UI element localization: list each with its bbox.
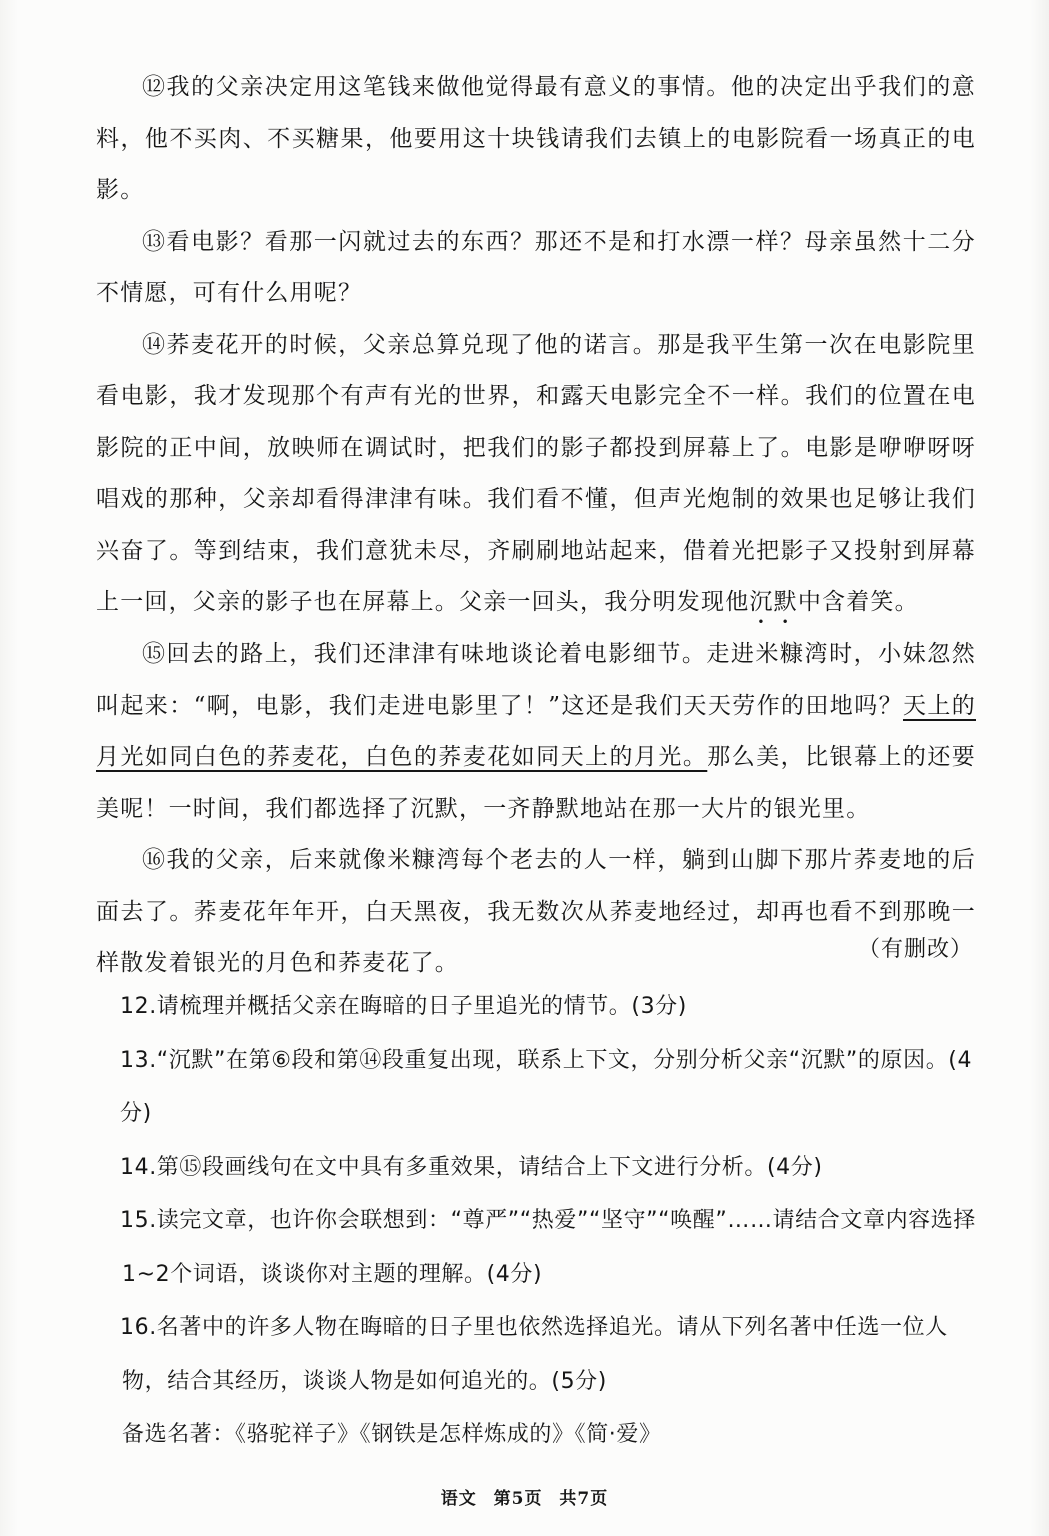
question-13 — [120, 1034, 980, 1141]
paragraph-12: ⑫我的父亲决定用这笔钱来做他觉得最有意义的事情。他的决定出乎我们的意料，他不买肉、不买糖果，他要用这十块钱请我们去镇上的电影院看一场真正的电影。 — [96, 74, 976, 203]
question-15 — [120, 1194, 980, 1301]
paragraph-14 — [96, 320, 976, 630]
footer-total-pages: 共7页 — [559, 1489, 609, 1509]
question-list — [120, 980, 980, 1462]
paragraph-14-ending: 中含着笑。 — [797, 589, 919, 615]
question-text-continued: 物，结合其经历，谈谈人物是如何追光的。(5分) — [122, 1368, 607, 1394]
question-number: 12. — [120, 994, 157, 1019]
paragraph-15-text: ⑮回去的路上，我们还津津有味地谈论着电影细节。走进米糠湾时，小妹忽然叫起来：“啊，电影，我们走进电影里了！”这还是我们天天劳作的田地吗？ — [96, 641, 976, 719]
question-number: 13. — [120, 1047, 157, 1073]
question-text: 请梳理并概括父亲在晦暗的日子里追光的情节。(3分) — [156, 994, 687, 1019]
question-text-continued: 1~2个词语，谈谈你对主题的理解。(4分) — [122, 1261, 543, 1287]
paragraph-15-ending: 那么美，比银幕上的还要美呢！一时间，我们都选择了沉默，一齐静默地站在那一大片的银光里。 — [96, 744, 977, 822]
question-text: “沉默”在第⑥段和第⑭段重复出现，联系上下文，分别分析父亲“沉默”的原因。(4分) — [120, 1047, 973, 1126]
question-text: 名著中的许多人物在晦暗的日子里也依然选择追光。请从下列名著中任选一位人 — [156, 1315, 948, 1340]
question-12 — [120, 980, 980, 1034]
paragraph-14-text: ⑭荞麦花开的时候，父亲总算兑现了他的诺言。那是我平生第一次在电影院里看电影，我才发现那个有声有光的世界，和露天电影完全不一样。我们的位置在电影院的正中间，放映师在调试时，把我们的影子都投到屏幕上了。电影是咿咿呀呀唱戏的那种，父亲却看得津津有味。我们看不懂，但声光炮制的效果也足够让我们兴奋了。等到结束，我们意犹未尽，齐刷刷地站起来，借着光把影子又投射到屏幕上一回，父亲的影子也在屏幕上。父亲一回头，我分明发现他 — [96, 331, 976, 615]
book-options: 备选名著：《骆驼祥子》《钢铁是怎样炼成的》《简·爱》 — [122, 1422, 662, 1447]
question-number: 16. — [120, 1315, 157, 1340]
page-footer — [0, 1484, 1049, 1509]
question-16 — [120, 1301, 980, 1408]
paragraph-16: ⑯我的父亲，后来就像米糠湾每个老去的人一样，躺到山脚下那片荞麦地的后面去了。荞麦花年年开，白天黑夜，我无数次从荞麦地经过，却再也看不到那晚一样散发着银光的月色和荞麦花了。 — [96, 847, 976, 976]
source-note: （有删改） — [857, 937, 973, 962]
underlined-sentence: 天上的月光如同白色的荞麦花，白色的荞麦花如同天上的月光。 — [96, 692, 976, 770]
question-14 — [120, 1141, 980, 1195]
footer-page-number: 第5页 — [493, 1489, 543, 1509]
reading-passage — [96, 62, 976, 990]
question-text: 读完文章，也许你会联想到：“尊严”“热爱”“坚守”“唤醒”……请结合文章内容选择 — [156, 1208, 976, 1233]
footer-subject: 语文 — [440, 1489, 477, 1509]
paragraph-13: ⑬看电影？看那一闪就过去的东西？那还不是和打水漂一样？母亲虽然十二分不情愿，可有什么用呢？ — [96, 228, 976, 306]
emphasized-word-silence: 沉默 — [749, 589, 798, 615]
paragraph-15 — [96, 629, 976, 835]
question-number: 14. — [120, 1154, 157, 1180]
question-number: 15. — [120, 1208, 157, 1233]
question-text: 第⑮段画线句在文中具有多重效果，请结合上下文进行分析。(4分) — [156, 1154, 823, 1180]
